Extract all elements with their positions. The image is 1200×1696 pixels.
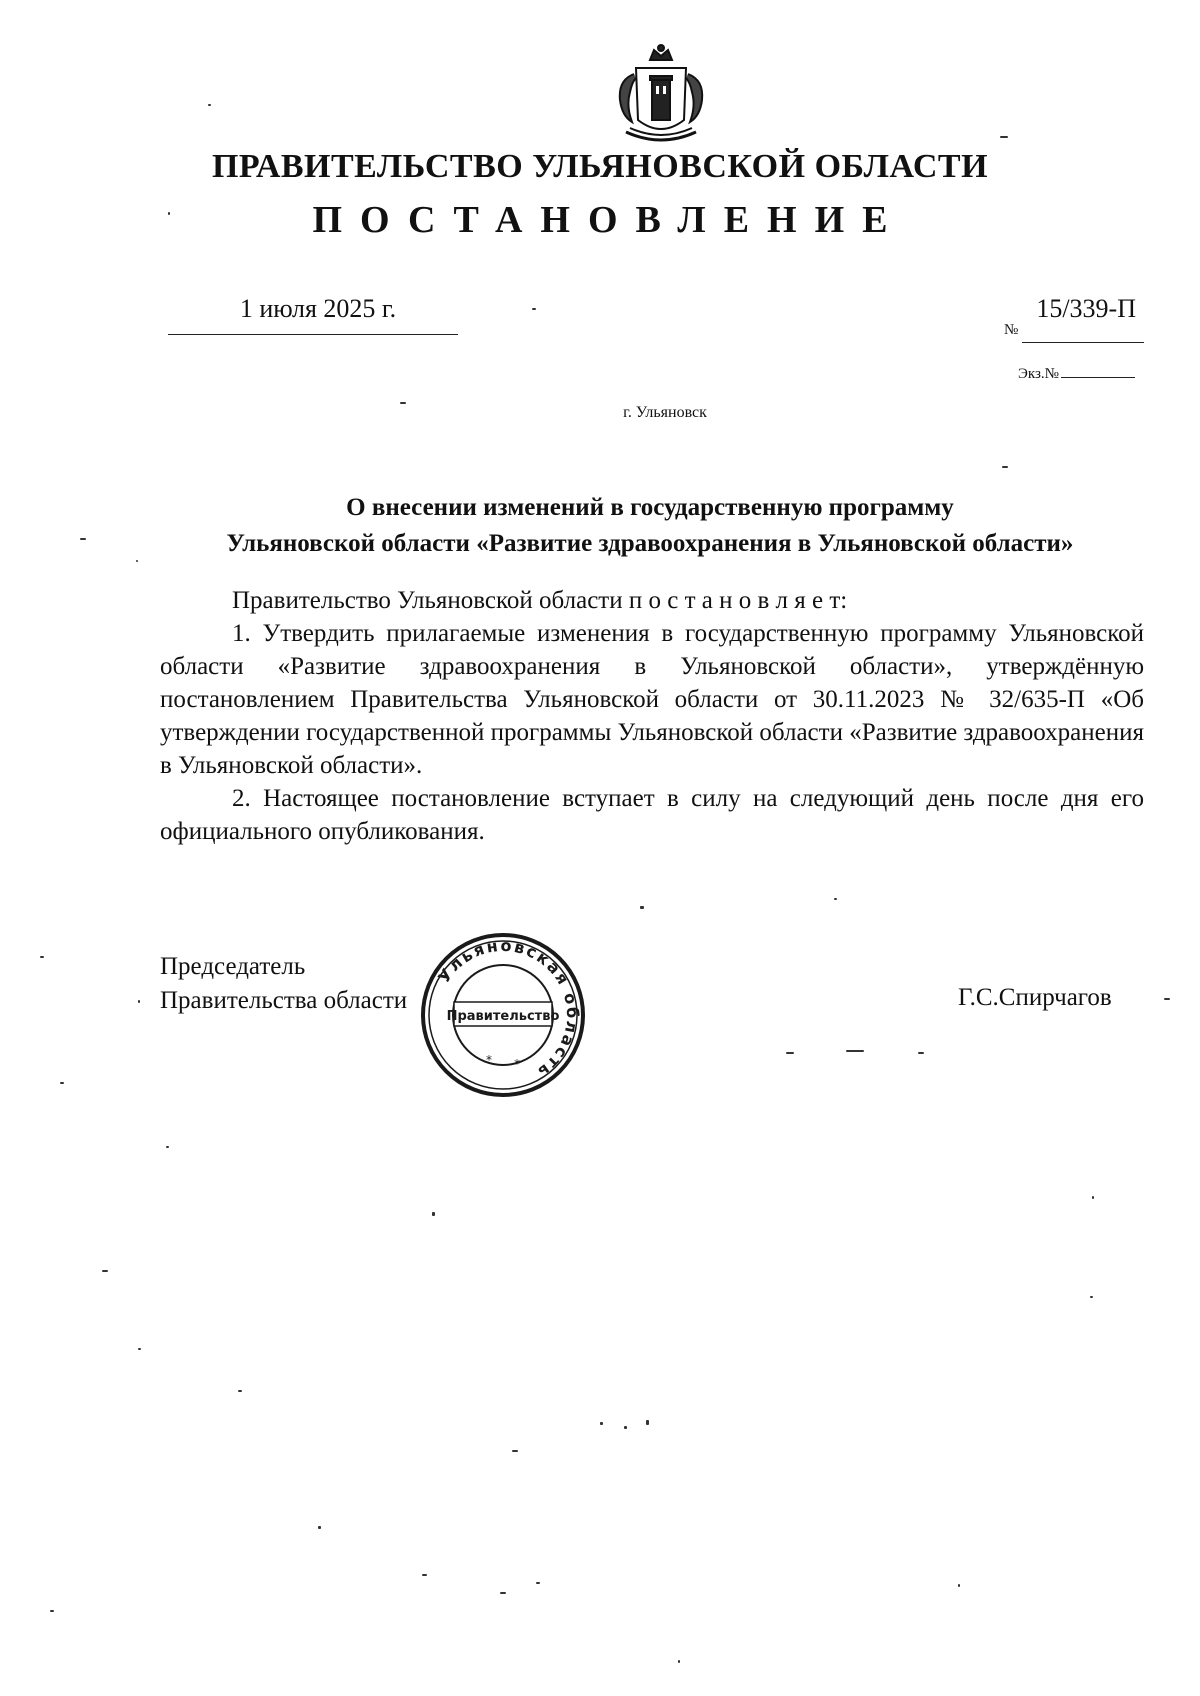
copy-number-block xyxy=(1018,366,1144,383)
signatory-title-line-2: Правительства области xyxy=(160,987,408,1014)
scan-speck xyxy=(60,1082,64,1084)
copy-label: Экз.№ xyxy=(1018,366,1059,382)
subject-line-2: Ульяновской области «Развитие здравоохранения в Ульяновской области» xyxy=(226,530,1074,557)
subject-line-1: О внесении изменений в государственную программу xyxy=(346,494,954,521)
scan-speck xyxy=(136,560,138,562)
svg-text:*: * xyxy=(486,1053,492,1067)
body-intro: Правительство Ульяновской области п о с т а н о в л я е т: xyxy=(232,587,848,614)
scan-speck xyxy=(532,308,536,310)
date-block xyxy=(168,294,458,335)
official-seal-stamp xyxy=(418,930,588,1100)
scan-speck xyxy=(422,1574,427,1576)
signatory-title-line-1: Председатель xyxy=(160,953,306,980)
signatory-title xyxy=(160,950,407,1018)
date-underline xyxy=(168,334,458,335)
document-type: ПОСТАНОВЛЕНИЕ xyxy=(312,199,906,241)
scan-speck xyxy=(80,538,86,540)
scan-speck xyxy=(786,1052,794,1054)
scan-speck xyxy=(208,104,211,106)
scan-speck xyxy=(168,212,170,215)
document-number: 15/339-П xyxy=(1036,294,1136,323)
scan-speck xyxy=(918,1052,924,1054)
scan-speck xyxy=(834,898,837,900)
scan-speck xyxy=(40,956,44,958)
city: г. Ульяновск xyxy=(623,404,707,421)
body-item-2: 2. Настоящее постановление вступает в силу на следующий день после дня его официального опубликования. xyxy=(160,785,1144,845)
scan-speck xyxy=(1164,998,1170,1000)
scan-speck xyxy=(432,1212,435,1216)
seal-outer-text: Ульяновская область xyxy=(434,935,583,1083)
scan-speck xyxy=(640,906,644,909)
scan-speck xyxy=(958,1584,960,1587)
scan-speck xyxy=(50,1610,54,1612)
scan-speck xyxy=(138,1348,141,1350)
scan-speck xyxy=(1092,1196,1094,1199)
scan-speck xyxy=(646,1420,649,1425)
document-date: 1 июля 2025 г. xyxy=(239,294,397,323)
scan-speck xyxy=(1002,466,1008,468)
scan-speck xyxy=(138,1000,140,1003)
scan-speck xyxy=(624,1426,627,1429)
scan-speck xyxy=(102,1270,108,1272)
number-underline xyxy=(1022,342,1144,343)
scan-speck xyxy=(166,1146,169,1148)
body-item-1: 1. Утвердить прилагаемые изменения в государственную программу Ульяновской области «Развитие здравоохранения в Ульяновской области», утверждённую постановлением Правительства Ульяновской области от 30.11.2023 № 32/635-П «Об утверждении государственной программы Ульяновской области «Развитие здравоохранения в Ульяновской области». xyxy=(160,620,1144,779)
svg-text:*: * xyxy=(514,1057,520,1071)
scan-speck xyxy=(500,1592,506,1594)
scan-speck xyxy=(512,1450,518,1452)
scan-speck xyxy=(846,1050,864,1052)
signatory-name: Г.С.Спирчагов xyxy=(958,984,1112,1011)
scan-speck xyxy=(600,1422,603,1425)
scan-speck xyxy=(318,1526,321,1529)
scan-speck xyxy=(678,1660,680,1663)
scan-speck xyxy=(1090,1296,1093,1298)
scan-speck xyxy=(238,1390,242,1392)
scan-speck xyxy=(1000,136,1008,138)
document-body xyxy=(160,584,1144,848)
scan-speck xyxy=(400,402,406,404)
copy-underline xyxy=(1061,377,1135,378)
coat-of-arms-icon xyxy=(606,40,716,150)
government-title: ПРАВИТЕЛЬСТВО УЛЬЯНОВСКОЙ ОБЛАСТИ xyxy=(211,148,989,185)
number-label: № xyxy=(1004,322,1019,338)
number-block xyxy=(1004,294,1144,338)
scan-speck xyxy=(536,1582,540,1584)
seal-center-text: Правительство xyxy=(446,1009,560,1024)
document-subject xyxy=(150,490,1150,562)
